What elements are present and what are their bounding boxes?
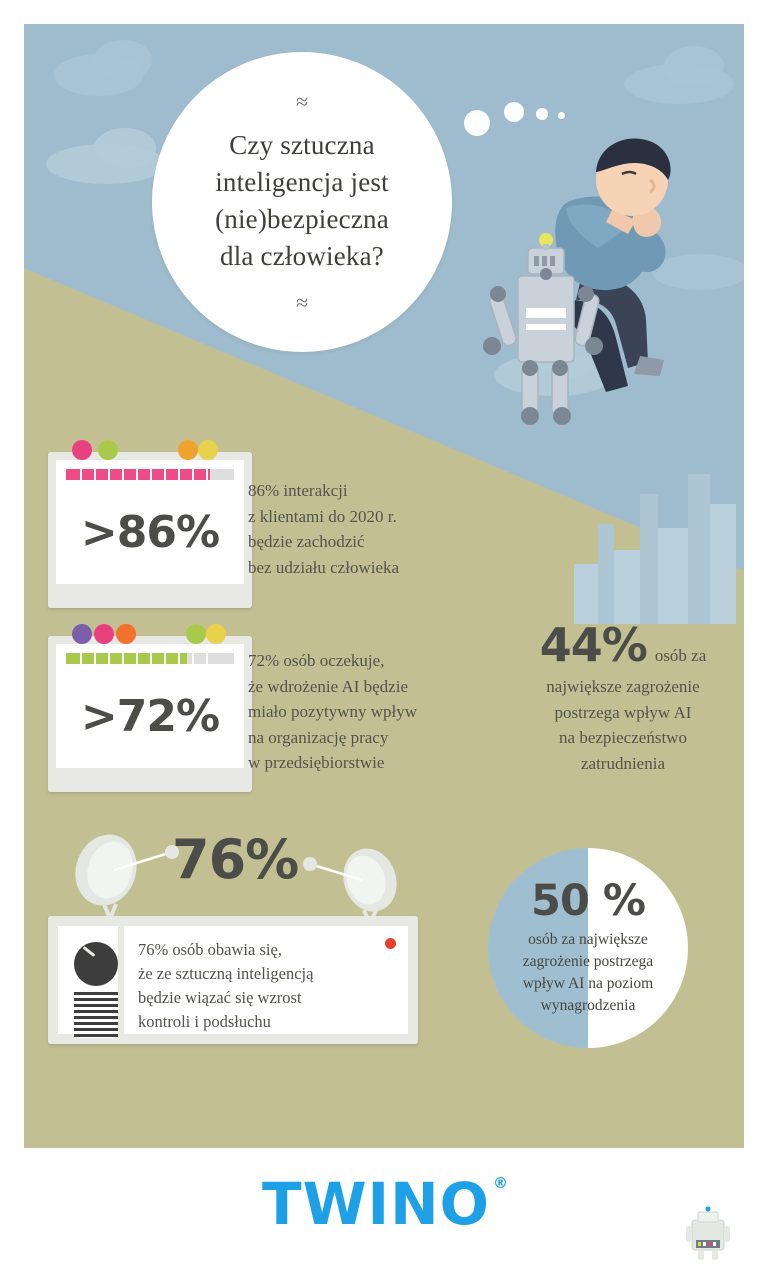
radio-face bbox=[124, 926, 408, 1034]
balloon-icon bbox=[72, 624, 92, 644]
stat-text-44-line-2: największe zagrożenie bbox=[546, 677, 700, 696]
stat-text-86-line-4: bez udziału człowieka bbox=[248, 557, 400, 577]
cloud-icon bbox=[664, 46, 724, 86]
tilde-bottom: ≈ bbox=[295, 289, 309, 315]
stat-text-72-line-5: w przedsiębiorstwie bbox=[248, 753, 385, 772]
stat-card-72 bbox=[48, 636, 252, 792]
stat-text-76-line-2: że ze sztuczną inteligencją bbox=[138, 964, 314, 984]
registered-mark: ® bbox=[492, 1173, 509, 1192]
thought-dot bbox=[536, 108, 548, 120]
stat-text-76-line-4: kontroli i podsłuchu bbox=[138, 1012, 271, 1032]
stat-text-72-line-2: że wdrożenie AI będzie bbox=[248, 676, 408, 696]
balloon-icon bbox=[206, 624, 226, 644]
cloud-icon bbox=[94, 40, 152, 80]
stat-value-44: 44% bbox=[539, 618, 647, 672]
stat-text-86-line-3: będzie zachodzić bbox=[248, 532, 365, 551]
stat-text-72-line-3: miało pozytywny wpływ bbox=[248, 702, 418, 721]
progress-bar-86 bbox=[66, 469, 234, 480]
stat-card-76 bbox=[48, 916, 418, 1044]
card-screen bbox=[56, 460, 244, 584]
stat-pie-50 bbox=[488, 848, 688, 1048]
stat-text-44-line-4: na bezpieczeństwo bbox=[559, 728, 687, 747]
stat-text-72-line-1: 72% osób oczekuje, bbox=[248, 651, 385, 670]
radio-speaker bbox=[58, 926, 118, 1034]
stat-text-86-line-2: z klientami do 2020 r. bbox=[248, 506, 397, 526]
stat-text-50-line-4: wynagrodzenia bbox=[540, 996, 636, 1014]
footer bbox=[0, 1148, 768, 1268]
stat-text-44 bbox=[498, 674, 748, 776]
stat-value-76: 76% bbox=[172, 828, 299, 891]
satellite-dish-left-icon bbox=[64, 826, 184, 926]
radio-knob-icon bbox=[74, 942, 118, 986]
robot-illustration bbox=[452, 224, 632, 474]
stat-card-86 bbox=[48, 452, 252, 608]
stat-text-50-line-2: zagrożenie postrzega bbox=[522, 952, 654, 970]
stat-text-72-line-4: na organizację pracy bbox=[248, 727, 389, 747]
balloon-icon bbox=[94, 624, 114, 644]
title-line-1: Czy sztuczna bbox=[229, 129, 375, 160]
balloon-group bbox=[58, 440, 228, 456]
stat-text-44-line-3: postrzega wpływ AI bbox=[554, 702, 692, 722]
brand-logo bbox=[0, 1170, 768, 1238]
led-indicator-icon bbox=[385, 938, 396, 949]
balloon-icon bbox=[72, 440, 92, 460]
stat-block-44 bbox=[498, 618, 748, 776]
balloon-icon bbox=[98, 440, 118, 460]
brand-name: TWINO bbox=[262, 1170, 490, 1238]
title-line-3: (nie)bezpieczna bbox=[215, 204, 389, 234]
balloon-icon bbox=[116, 624, 136, 644]
stat-text-44-line-5: zatrudnienia bbox=[580, 753, 665, 773]
stat-value-50: 50 % bbox=[531, 875, 645, 926]
stat-value-86: >86% bbox=[80, 506, 220, 558]
stat-text-50-line-1: osób za największe bbox=[528, 930, 648, 948]
stat-text-72 bbox=[248, 648, 496, 776]
stat-text-86-line-1: 86% interakcji bbox=[248, 481, 348, 500]
balloon-icon bbox=[186, 624, 206, 644]
balloon-icon bbox=[198, 440, 218, 460]
thought-dot bbox=[558, 112, 565, 119]
stat-text-50-line-3: wpływ AI na poziom bbox=[522, 974, 654, 992]
stat-text-76-line-3: będzie wiązać się wzrost bbox=[138, 988, 302, 1008]
thought-dot bbox=[504, 102, 524, 122]
balloon-icon bbox=[178, 440, 198, 460]
stat-text-44-inline: osób za bbox=[654, 646, 707, 665]
page-title bbox=[185, 127, 419, 276]
card-screen bbox=[56, 644, 244, 768]
stat-text-86 bbox=[248, 478, 498, 580]
title-line-2: inteligencja jest bbox=[215, 166, 389, 197]
stat-value-72: >72% bbox=[80, 690, 220, 742]
cloud-icon bbox=[94, 128, 156, 168]
stat-text-76 bbox=[138, 938, 394, 1034]
headline-bubble bbox=[152, 52, 452, 352]
mini-robot-icon bbox=[684, 1206, 732, 1262]
stat-text-76-line-1: 76% osób obawia się, bbox=[138, 940, 282, 959]
radio-grille-icon bbox=[74, 992, 118, 1038]
tilde-top: ≈ bbox=[295, 88, 309, 114]
stat-text-50 bbox=[511, 929, 665, 1017]
progress-bar-72 bbox=[66, 653, 234, 664]
title-line-4: dla człowieka? bbox=[220, 241, 384, 272]
thought-dot bbox=[464, 110, 490, 136]
balloon-group bbox=[58, 624, 228, 640]
